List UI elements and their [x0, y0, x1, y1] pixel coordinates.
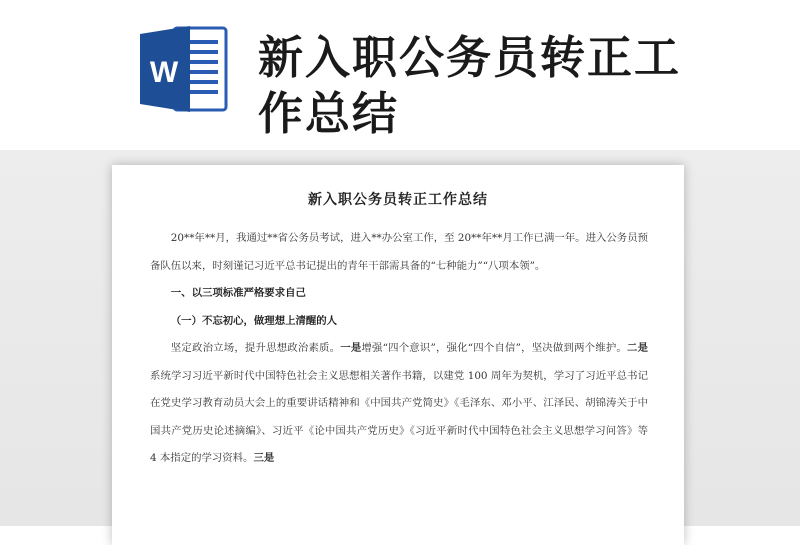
point-one-label: 一是 [340, 342, 362, 354]
para-a-text: 坚定政治立场，提升思想政治素质。 [170, 342, 341, 354]
word-logo-letter: W [149, 56, 179, 89]
document-page [112, 165, 684, 545]
word-logo-icon [140, 22, 228, 116]
point-two-label: 二是 [627, 342, 649, 354]
banner-title: 新入职公务员转正工作总结 [258, 31, 682, 140]
point-two-text: 系统学习习近平新时代中国特色社会主义思想相关著作书籍，以建党 100 周年为契机，学习了习近平总书记在党史学习教育动员大会上的重要讲话精神和《中国共产党简史》《毛泽东、邓小平、江泽民、胡锦涛关于中国共产党历史论述摘编》、习近平《论中国共产党历史》《习近平新时代中国特色社会主义思想学习问答》等 4 本指定的学习资料。 [150, 369, 648, 464]
point-one-text: 增强“四个意识”，强化“四个自信”，坚决做到两个维护。 [361, 342, 628, 354]
document-body [150, 225, 648, 473]
section-heading-2: （一）不忘初心，做理想上清醒的人 [170, 314, 338, 327]
document-title: 新入职公务员转正工作总结 [308, 192, 488, 208]
banner [0, 0, 800, 150]
intro-paragraph: 20**年**月，我通过**省公务员考试，进入**办公室工作，至 20**年**月工作已满一年。进入公务员预备队伍以来，时刻谨记习近平总书记提出的青年干部需具备的“七种能力”“八项本领”。 [150, 232, 648, 272]
body-paragraph [150, 335, 648, 473]
section-heading-1: 一、以三项标准严格要求自己 [170, 287, 306, 299]
point-three-label: 三是 [253, 452, 275, 464]
